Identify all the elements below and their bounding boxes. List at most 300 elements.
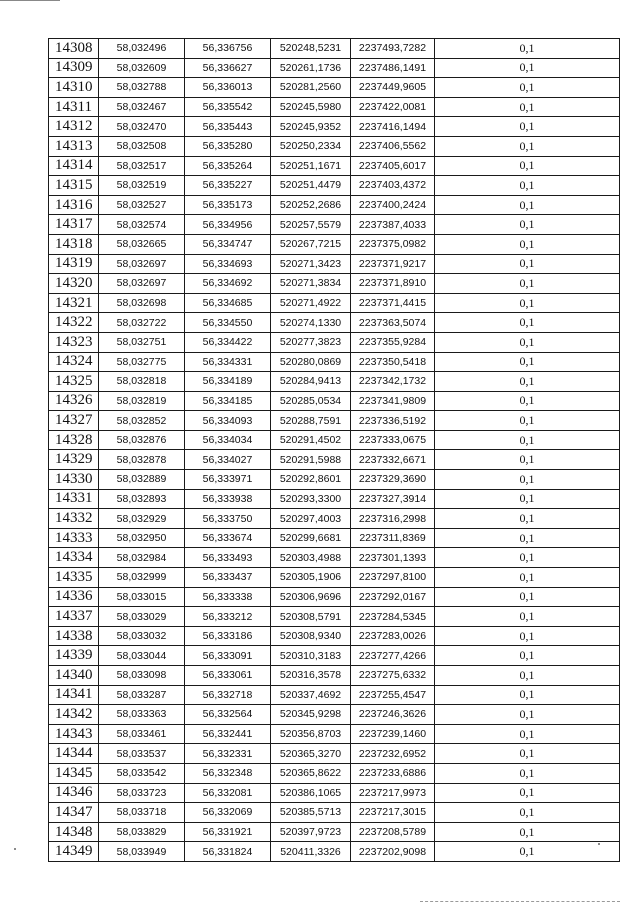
latitude-cell: 58,032984 <box>99 548 185 568</box>
table-row <box>49 489 620 509</box>
latitude-cell: 58,033949 <box>99 842 185 862</box>
table-row <box>49 39 620 59</box>
x-coordinate-cell: 520245,5980 <box>271 97 351 117</box>
point-number-cell: 14330 <box>49 470 99 490</box>
x-coordinate-cell: 520261,1736 <box>271 58 351 78</box>
accuracy-cell: 0,1 <box>435 489 620 509</box>
longitude-cell: 56,334693 <box>185 254 271 274</box>
longitude-cell: 56,336756 <box>185 39 271 59</box>
accuracy-cell: 0,1 <box>435 783 620 803</box>
x-coordinate-cell: 520308,5791 <box>271 607 351 627</box>
accuracy-cell: 0,1 <box>435 548 620 568</box>
y-coordinate-cell: 2237217,3015 <box>351 803 435 823</box>
table-row <box>49 548 620 568</box>
latitude-cell: 58,033461 <box>99 724 185 744</box>
accuracy-cell: 0,1 <box>435 587 620 607</box>
point-number-cell: 14312 <box>49 117 99 137</box>
y-coordinate-cell: 2237371,8910 <box>351 274 435 294</box>
longitude-cell: 56,333674 <box>185 528 271 548</box>
point-number-cell: 14310 <box>49 78 99 98</box>
point-number-cell: 14314 <box>49 156 99 176</box>
y-coordinate-cell: 2237255,4547 <box>351 685 435 705</box>
y-coordinate-cell: 2237375,0982 <box>351 234 435 254</box>
point-number-cell: 14319 <box>49 254 99 274</box>
x-coordinate-cell: 520288,7591 <box>271 411 351 431</box>
point-number-cell: 14331 <box>49 489 99 509</box>
latitude-cell: 58,032697 <box>99 254 185 274</box>
y-coordinate-cell: 2237333,0675 <box>351 430 435 450</box>
table-row <box>49 568 620 588</box>
point-number-cell: 14332 <box>49 509 99 529</box>
longitude-cell: 56,331824 <box>185 842 271 862</box>
latitude-cell: 58,033829 <box>99 822 185 842</box>
point-number-cell: 14335 <box>49 568 99 588</box>
table-row <box>49 744 620 764</box>
latitude-cell: 58,032609 <box>99 58 185 78</box>
y-coordinate-cell: 2237208,5789 <box>351 822 435 842</box>
longitude-cell: 56,334956 <box>185 215 271 235</box>
longitude-cell: 56,332081 <box>185 783 271 803</box>
y-coordinate-cell: 2237449,9605 <box>351 78 435 98</box>
longitude-cell: 56,335542 <box>185 97 271 117</box>
latitude-cell: 58,032519 <box>99 176 185 196</box>
point-number-cell: 14344 <box>49 744 99 764</box>
latitude-cell: 58,032665 <box>99 234 185 254</box>
accuracy-cell: 0,1 <box>435 685 620 705</box>
table-row <box>49 685 620 705</box>
y-coordinate-cell: 2237355,9284 <box>351 332 435 352</box>
point-number-cell: 14311 <box>49 97 99 117</box>
y-coordinate-cell: 2237332,6671 <box>351 450 435 470</box>
y-coordinate-cell: 2237387,4033 <box>351 215 435 235</box>
latitude-cell: 58,032950 <box>99 528 185 548</box>
x-coordinate-cell: 520310,3183 <box>271 646 351 666</box>
y-coordinate-cell: 2237202,9098 <box>351 842 435 862</box>
y-coordinate-cell: 2237311,8369 <box>351 528 435 548</box>
point-number-cell: 14343 <box>49 724 99 744</box>
table-row <box>49 293 620 313</box>
x-coordinate-cell: 520252,2686 <box>271 195 351 215</box>
y-coordinate-cell: 2237422,0081 <box>351 97 435 117</box>
x-coordinate-cell: 520291,5988 <box>271 450 351 470</box>
longitude-cell: 56,335443 <box>185 117 271 137</box>
point-number-cell: 14313 <box>49 136 99 156</box>
accuracy-cell: 0,1 <box>435 195 620 215</box>
latitude-cell: 58,032878 <box>99 450 185 470</box>
x-coordinate-cell: 520245,9352 <box>271 117 351 137</box>
table-row <box>49 176 620 196</box>
coordinates-table <box>48 38 620 862</box>
table-row <box>49 803 620 823</box>
x-coordinate-cell: 520248,5231 <box>271 39 351 59</box>
accuracy-cell: 0,1 <box>435 607 620 627</box>
scan-speck <box>598 843 600 845</box>
x-coordinate-cell: 520397,9723 <box>271 822 351 842</box>
latitude-cell: 58,032697 <box>99 274 185 294</box>
table-row <box>49 352 620 372</box>
x-coordinate-cell: 520280,0869 <box>271 352 351 372</box>
longitude-cell: 56,333061 <box>185 666 271 686</box>
accuracy-cell: 0,1 <box>435 234 620 254</box>
accuracy-cell: 0,1 <box>435 842 620 862</box>
latitude-cell: 58,033718 <box>99 803 185 823</box>
longitude-cell: 56,333091 <box>185 646 271 666</box>
table-row <box>49 646 620 666</box>
point-number-cell: 14346 <box>49 783 99 803</box>
table-row <box>49 274 620 294</box>
latitude-cell: 58,032788 <box>99 78 185 98</box>
y-coordinate-cell: 2237232,6952 <box>351 744 435 764</box>
x-coordinate-cell: 520284,9413 <box>271 372 351 392</box>
latitude-cell: 58,032819 <box>99 391 185 411</box>
x-coordinate-cell: 520277,3823 <box>271 332 351 352</box>
point-number-cell: 14326 <box>49 391 99 411</box>
table-row <box>49 724 620 744</box>
point-number-cell: 14329 <box>49 450 99 470</box>
scan-edge-line <box>420 901 620 903</box>
accuracy-cell: 0,1 <box>435 274 620 294</box>
latitude-cell: 58,032527 <box>99 195 185 215</box>
accuracy-cell: 0,1 <box>435 470 620 490</box>
y-coordinate-cell: 2237327,3914 <box>351 489 435 509</box>
coordinates-table-body <box>49 39 620 862</box>
longitude-cell: 56,334093 <box>185 411 271 431</box>
x-coordinate-cell: 520271,3834 <box>271 274 351 294</box>
y-coordinate-cell: 2237336,5192 <box>351 411 435 431</box>
accuracy-cell: 0,1 <box>435 411 620 431</box>
longitude-cell: 56,334185 <box>185 391 271 411</box>
x-coordinate-cell: 520292,8601 <box>271 470 351 490</box>
table-row <box>49 607 620 627</box>
x-coordinate-cell: 520386,1065 <box>271 783 351 803</box>
accuracy-cell: 0,1 <box>435 176 620 196</box>
point-number-cell: 14349 <box>49 842 99 862</box>
latitude-cell: 58,032574 <box>99 215 185 235</box>
longitude-cell: 56,336013 <box>185 78 271 98</box>
latitude-cell: 58,032876 <box>99 430 185 450</box>
x-coordinate-cell: 520271,4922 <box>271 293 351 313</box>
point-number-cell: 14328 <box>49 430 99 450</box>
longitude-cell: 56,335280 <box>185 136 271 156</box>
longitude-cell: 56,333338 <box>185 587 271 607</box>
table-row <box>49 450 620 470</box>
point-number-cell: 14333 <box>49 528 99 548</box>
accuracy-cell: 0,1 <box>435 293 620 313</box>
y-coordinate-cell: 2237233,6886 <box>351 763 435 783</box>
y-coordinate-cell: 2237301,1393 <box>351 548 435 568</box>
point-number-cell: 14327 <box>49 411 99 431</box>
x-coordinate-cell: 520316,3578 <box>271 666 351 686</box>
accuracy-cell: 0,1 <box>435 822 620 842</box>
point-number-cell: 14309 <box>49 58 99 78</box>
x-coordinate-cell: 520250,2334 <box>271 136 351 156</box>
longitude-cell: 56,334034 <box>185 430 271 450</box>
accuracy-cell: 0,1 <box>435 117 620 137</box>
x-coordinate-cell: 520365,3270 <box>271 744 351 764</box>
latitude-cell: 58,032698 <box>99 293 185 313</box>
longitude-cell: 56,332564 <box>185 705 271 725</box>
y-coordinate-cell: 2237416,1494 <box>351 117 435 137</box>
latitude-cell: 58,033098 <box>99 666 185 686</box>
table-row <box>49 97 620 117</box>
table-row <box>49 156 620 176</box>
table-row <box>49 528 620 548</box>
y-coordinate-cell: 2237342,1732 <box>351 372 435 392</box>
longitude-cell: 56,335227 <box>185 176 271 196</box>
latitude-cell: 58,032852 <box>99 411 185 431</box>
point-number-cell: 14341 <box>49 685 99 705</box>
table-row <box>49 313 620 333</box>
latitude-cell: 58,033029 <box>99 607 185 627</box>
latitude-cell: 58,032496 <box>99 39 185 59</box>
accuracy-cell: 0,1 <box>435 352 620 372</box>
latitude-cell: 58,032818 <box>99 372 185 392</box>
x-coordinate-cell: 520411,3326 <box>271 842 351 862</box>
point-number-cell: 14323 <box>49 332 99 352</box>
latitude-cell: 58,033542 <box>99 763 185 783</box>
accuracy-cell: 0,1 <box>435 136 620 156</box>
x-coordinate-cell: 520293,3300 <box>271 489 351 509</box>
y-coordinate-cell: 2237275,6332 <box>351 666 435 686</box>
accuracy-cell: 0,1 <box>435 313 620 333</box>
x-coordinate-cell: 520365,8622 <box>271 763 351 783</box>
accuracy-cell: 0,1 <box>435 78 620 98</box>
longitude-cell: 56,334685 <box>185 293 271 313</box>
point-number-cell: 14324 <box>49 352 99 372</box>
latitude-cell: 58,032470 <box>99 117 185 137</box>
longitude-cell: 56,333186 <box>185 626 271 646</box>
point-number-cell: 14316 <box>49 195 99 215</box>
y-coordinate-cell: 2237239,1460 <box>351 724 435 744</box>
accuracy-cell: 0,1 <box>435 705 620 725</box>
accuracy-cell: 0,1 <box>435 97 620 117</box>
longitude-cell: 56,332069 <box>185 803 271 823</box>
scan-speck <box>14 848 16 850</box>
point-number-cell: 14321 <box>49 293 99 313</box>
latitude-cell: 58,032893 <box>99 489 185 509</box>
longitude-cell: 56,332441 <box>185 724 271 744</box>
x-coordinate-cell: 520271,3423 <box>271 254 351 274</box>
accuracy-cell: 0,1 <box>435 666 620 686</box>
accuracy-cell: 0,1 <box>435 724 620 744</box>
longitude-cell: 56,334692 <box>185 274 271 294</box>
longitude-cell: 56,335264 <box>185 156 271 176</box>
y-coordinate-cell: 2237406,5562 <box>351 136 435 156</box>
point-number-cell: 14336 <box>49 587 99 607</box>
point-number-cell: 14318 <box>49 234 99 254</box>
table-row <box>49 822 620 842</box>
longitude-cell: 56,332331 <box>185 744 271 764</box>
table-row <box>49 234 620 254</box>
longitude-cell: 56,333938 <box>185 489 271 509</box>
y-coordinate-cell: 2237316,2998 <box>351 509 435 529</box>
point-number-cell: 14322 <box>49 313 99 333</box>
y-coordinate-cell: 2237400,2424 <box>351 195 435 215</box>
point-number-cell: 14320 <box>49 274 99 294</box>
x-coordinate-cell: 520305,1906 <box>271 568 351 588</box>
longitude-cell: 56,333971 <box>185 470 271 490</box>
latitude-cell: 58,033723 <box>99 783 185 803</box>
point-number-cell: 14334 <box>49 548 99 568</box>
accuracy-cell: 0,1 <box>435 744 620 764</box>
point-number-cell: 14340 <box>49 666 99 686</box>
table-row <box>49 136 620 156</box>
point-number-cell: 14337 <box>49 607 99 627</box>
table-row <box>49 626 620 646</box>
accuracy-cell: 0,1 <box>435 509 620 529</box>
y-coordinate-cell: 2237486,1491 <box>351 58 435 78</box>
accuracy-cell: 0,1 <box>435 58 620 78</box>
point-number-cell: 14345 <box>49 763 99 783</box>
point-number-cell: 14315 <box>49 176 99 196</box>
x-coordinate-cell: 520267,7215 <box>271 234 351 254</box>
point-number-cell: 14338 <box>49 626 99 646</box>
accuracy-cell: 0,1 <box>435 646 620 666</box>
y-coordinate-cell: 2237403,4372 <box>351 176 435 196</box>
table-row <box>49 842 620 862</box>
latitude-cell: 58,032889 <box>99 470 185 490</box>
latitude-cell: 58,033015 <box>99 587 185 607</box>
y-coordinate-cell: 2237371,4415 <box>351 293 435 313</box>
x-coordinate-cell: 520356,8703 <box>271 724 351 744</box>
y-coordinate-cell: 2237493,7282 <box>351 39 435 59</box>
longitude-cell: 56,332718 <box>185 685 271 705</box>
x-coordinate-cell: 520274,1330 <box>271 313 351 333</box>
longitude-cell: 56,332348 <box>185 763 271 783</box>
table-row <box>49 509 620 529</box>
accuracy-cell: 0,1 <box>435 626 620 646</box>
y-coordinate-cell: 2237283,0026 <box>351 626 435 646</box>
y-coordinate-cell: 2237277,4266 <box>351 646 435 666</box>
longitude-cell: 56,336627 <box>185 58 271 78</box>
accuracy-cell: 0,1 <box>435 254 620 274</box>
accuracy-cell: 0,1 <box>435 332 620 352</box>
y-coordinate-cell: 2237371,9217 <box>351 254 435 274</box>
accuracy-cell: 0,1 <box>435 39 620 59</box>
x-coordinate-cell: 520308,9340 <box>271 626 351 646</box>
x-coordinate-cell: 520257,5579 <box>271 215 351 235</box>
y-coordinate-cell: 2237217,9973 <box>351 783 435 803</box>
x-coordinate-cell: 520299,6681 <box>271 528 351 548</box>
y-coordinate-cell: 2237363,5074 <box>351 313 435 333</box>
latitude-cell: 58,032517 <box>99 156 185 176</box>
point-number-cell: 14347 <box>49 803 99 823</box>
point-number-cell: 14308 <box>49 39 99 59</box>
longitude-cell: 56,335173 <box>185 195 271 215</box>
table-row <box>49 117 620 137</box>
table-row <box>49 783 620 803</box>
accuracy-cell: 0,1 <box>435 430 620 450</box>
table-row <box>49 372 620 392</box>
x-coordinate-cell: 520306,9696 <box>271 587 351 607</box>
point-number-cell: 14317 <box>49 215 99 235</box>
x-coordinate-cell: 520303,4988 <box>271 548 351 568</box>
x-coordinate-cell: 520251,1671 <box>271 156 351 176</box>
longitude-cell: 56,333750 <box>185 509 271 529</box>
longitude-cell: 56,333437 <box>185 568 271 588</box>
accuracy-cell: 0,1 <box>435 391 620 411</box>
latitude-cell: 58,032929 <box>99 509 185 529</box>
y-coordinate-cell: 2237405,6017 <box>351 156 435 176</box>
x-coordinate-cell: 520251,4479 <box>271 176 351 196</box>
table-row <box>49 666 620 686</box>
y-coordinate-cell: 2237297,8100 <box>351 568 435 588</box>
point-number-cell: 14339 <box>49 646 99 666</box>
table-row <box>49 705 620 725</box>
latitude-cell: 58,033032 <box>99 626 185 646</box>
latitude-cell: 58,033537 <box>99 744 185 764</box>
latitude-cell: 58,032508 <box>99 136 185 156</box>
table-row <box>49 195 620 215</box>
longitude-cell: 56,334027 <box>185 450 271 470</box>
y-coordinate-cell: 2237284,5345 <box>351 607 435 627</box>
longitude-cell: 56,331921 <box>185 822 271 842</box>
x-coordinate-cell: 520345,9298 <box>271 705 351 725</box>
accuracy-cell: 0,1 <box>435 803 620 823</box>
x-coordinate-cell: 520285,0534 <box>271 391 351 411</box>
table-row <box>49 254 620 274</box>
longitude-cell: 56,334422 <box>185 332 271 352</box>
x-coordinate-cell: 520337,4692 <box>271 685 351 705</box>
latitude-cell: 58,033363 <box>99 705 185 725</box>
y-coordinate-cell: 2237350,5418 <box>351 352 435 372</box>
point-number-cell: 14348 <box>49 822 99 842</box>
longitude-cell: 56,333212 <box>185 607 271 627</box>
latitude-cell: 58,032722 <box>99 313 185 333</box>
table-row <box>49 430 620 450</box>
accuracy-cell: 0,1 <box>435 528 620 548</box>
accuracy-cell: 0,1 <box>435 568 620 588</box>
x-coordinate-cell: 520291,4502 <box>271 430 351 450</box>
table-row <box>49 215 620 235</box>
latitude-cell: 58,032467 <box>99 97 185 117</box>
x-coordinate-cell: 520297,4003 <box>271 509 351 529</box>
x-coordinate-cell: 520281,2560 <box>271 78 351 98</box>
latitude-cell: 58,032751 <box>99 332 185 352</box>
accuracy-cell: 0,1 <box>435 156 620 176</box>
longitude-cell: 56,333493 <box>185 548 271 568</box>
table-row <box>49 332 620 352</box>
x-coordinate-cell: 520385,5713 <box>271 803 351 823</box>
latitude-cell: 58,032999 <box>99 568 185 588</box>
table-row <box>49 391 620 411</box>
longitude-cell: 56,334550 <box>185 313 271 333</box>
latitude-cell: 58,033287 <box>99 685 185 705</box>
point-number-cell: 14325 <box>49 372 99 392</box>
longitude-cell: 56,334189 <box>185 372 271 392</box>
table-row <box>49 78 620 98</box>
y-coordinate-cell: 2237329,3690 <box>351 470 435 490</box>
longitude-cell: 56,334747 <box>185 234 271 254</box>
table-row <box>49 587 620 607</box>
y-coordinate-cell: 2237246,3626 <box>351 705 435 725</box>
accuracy-cell: 0,1 <box>435 763 620 783</box>
scan-edge-line <box>0 0 60 1</box>
longitude-cell: 56,334331 <box>185 352 271 372</box>
latitude-cell: 58,033044 <box>99 646 185 666</box>
accuracy-cell: 0,1 <box>435 215 620 235</box>
accuracy-cell: 0,1 <box>435 372 620 392</box>
y-coordinate-cell: 2237292,0167 <box>351 587 435 607</box>
latitude-cell: 58,032775 <box>99 352 185 372</box>
table-row <box>49 411 620 431</box>
table-row <box>49 58 620 78</box>
table-row <box>49 763 620 783</box>
point-number-cell: 14342 <box>49 705 99 725</box>
accuracy-cell: 0,1 <box>435 450 620 470</box>
y-coordinate-cell: 2237341,9809 <box>351 391 435 411</box>
table-row <box>49 470 620 490</box>
